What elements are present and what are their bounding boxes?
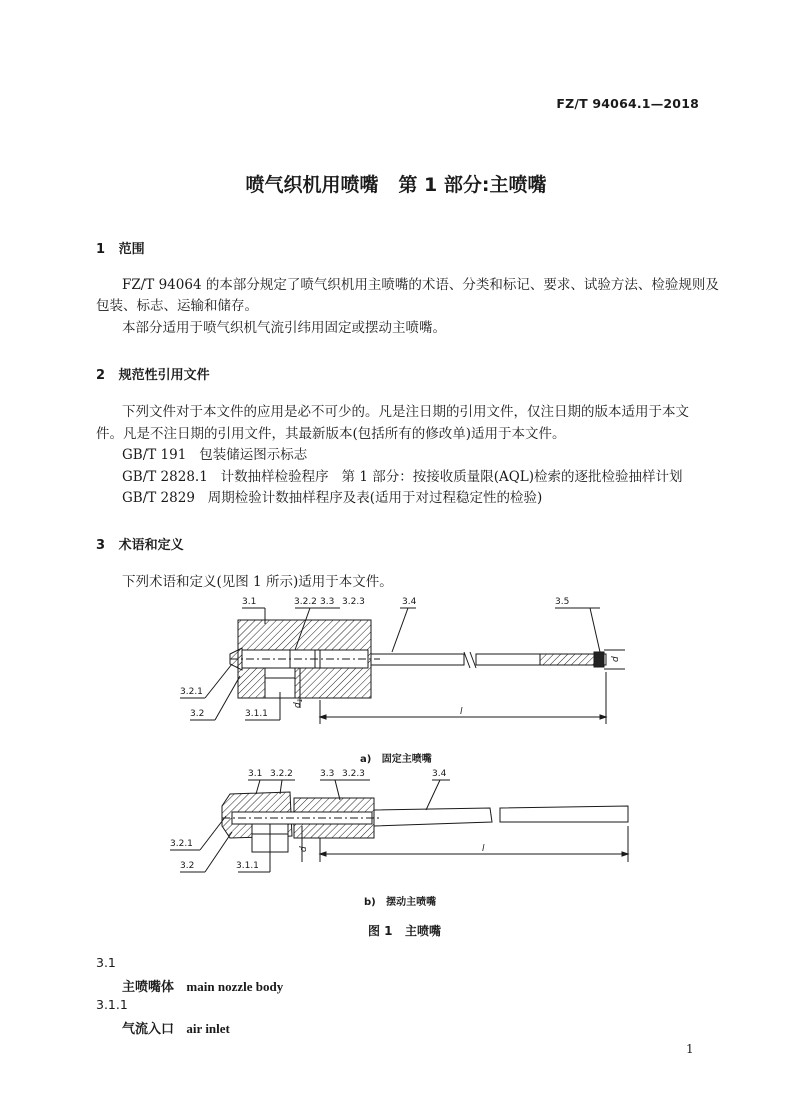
label-3-2-1: 3.2.1: [180, 687, 203, 697]
reference-item: GB/T 2828.1 计数抽样检验程序 第 1 部分：按接收质量限(AQL)检索的逐批检验抽样计划: [122, 469, 683, 485]
page-title: 喷气织机用喷嘴 第 1 部分:主喷嘴: [245, 174, 547, 196]
dim-l: l: [460, 707, 463, 717]
term-number: 3.1.1: [96, 997, 128, 1012]
label-3-2-3: 3.2.3: [342, 597, 365, 607]
label-3-3: 3.3: [320, 769, 335, 779]
label-3-2-3: 3.2.3: [342, 769, 365, 779]
term-number: 3.1: [96, 955, 116, 970]
section-3-heading: 3 术语和定义: [96, 538, 184, 553]
section-2-para-line-1: 下列文件对于本文件的应用是必不可少的。凡是注日期的引用文件，仅注日期的版本适用于本文: [122, 404, 689, 420]
term-en: main nozzle body: [186, 979, 284, 994]
nozzle-body-drawing: [180, 608, 625, 724]
label-3-3: 3.3: [320, 597, 335, 607]
label-3-5: 3.5: [555, 597, 570, 607]
figure-a-caption: a) 固定主喷嘴: [360, 754, 432, 765]
standard-code: FZ/T 94064.1—2018: [556, 96, 699, 111]
dim-d: d: [299, 846, 309, 852]
figure-b-caption: b) 摆动主喷嘴: [364, 897, 437, 908]
reference-item: GB/T 2829 周期检验计数抽样程序及表(适用于对过程稳定性的检验): [122, 490, 543, 506]
term-en: air inlet: [186, 1021, 230, 1036]
label-3-2: 3.2: [190, 709, 205, 719]
reference-item: GB/T 191 包装储运图示标志: [122, 447, 308, 463]
label-3-2-2: 3.2.2: [270, 769, 293, 779]
nozzle-body-drawing: [170, 780, 628, 872]
label-3-1-1: 3.1.1: [236, 861, 259, 871]
figure-b-swing-main-nozzle: [170, 766, 640, 886]
page-number: 1: [686, 1042, 694, 1056]
section-1-para-1-line-1: FZ/T 94064 的本部分规定了喷气织机用主喷嘴的术语、分类和标记、要求、试验方法、检验规则及: [122, 277, 719, 293]
term-entry: [122, 1018, 230, 1037]
label-3-4: 3.4: [402, 597, 417, 607]
term-zh: 气流入口: [122, 1022, 175, 1037]
figure-1-caption: 图 1 主喷嘴: [368, 924, 442, 938]
figure-a-fixed-main-nozzle: [170, 592, 640, 732]
dim-d1-symbol: d: [293, 702, 303, 708]
label-3-1: 3.1: [242, 597, 257, 607]
section-2-heading: 2 规范性引用文件: [96, 368, 210, 383]
label-3-2-2: 3.2.2: [294, 597, 317, 607]
dim-l: l: [482, 844, 485, 854]
term-entry: [122, 976, 283, 995]
section-2-para-line-2: 件。凡是不注日期的引用文件，其最新版本(包括所有的修改单)适用于本文件。: [96, 426, 566, 442]
dim-d1: [293, 698, 304, 708]
label-3-2-1: 3.2.1: [170, 839, 193, 849]
dim-d: d: [611, 656, 621, 662]
section-1-para-2: 本部分适用于喷气织机气流引纬用固定或摆动主喷嘴。: [122, 320, 446, 336]
label-3-4: 3.4: [432, 769, 447, 779]
section-3-intro: 下列术语和定义(见图 1 所示)适用于本文件。: [122, 574, 393, 590]
label-3-1: 3.1: [248, 769, 263, 779]
section-1-heading: 1 范围: [96, 242, 145, 257]
section-1-para-1-line-2: 包装、标志、运输和储存。: [96, 298, 258, 314]
dim-d1-subscript: 1: [297, 698, 304, 703]
label-3-2: 3.2: [180, 861, 195, 871]
label-3-1-1: 3.1.1: [245, 709, 268, 719]
term-zh: 主喷嘴体: [122, 980, 175, 995]
